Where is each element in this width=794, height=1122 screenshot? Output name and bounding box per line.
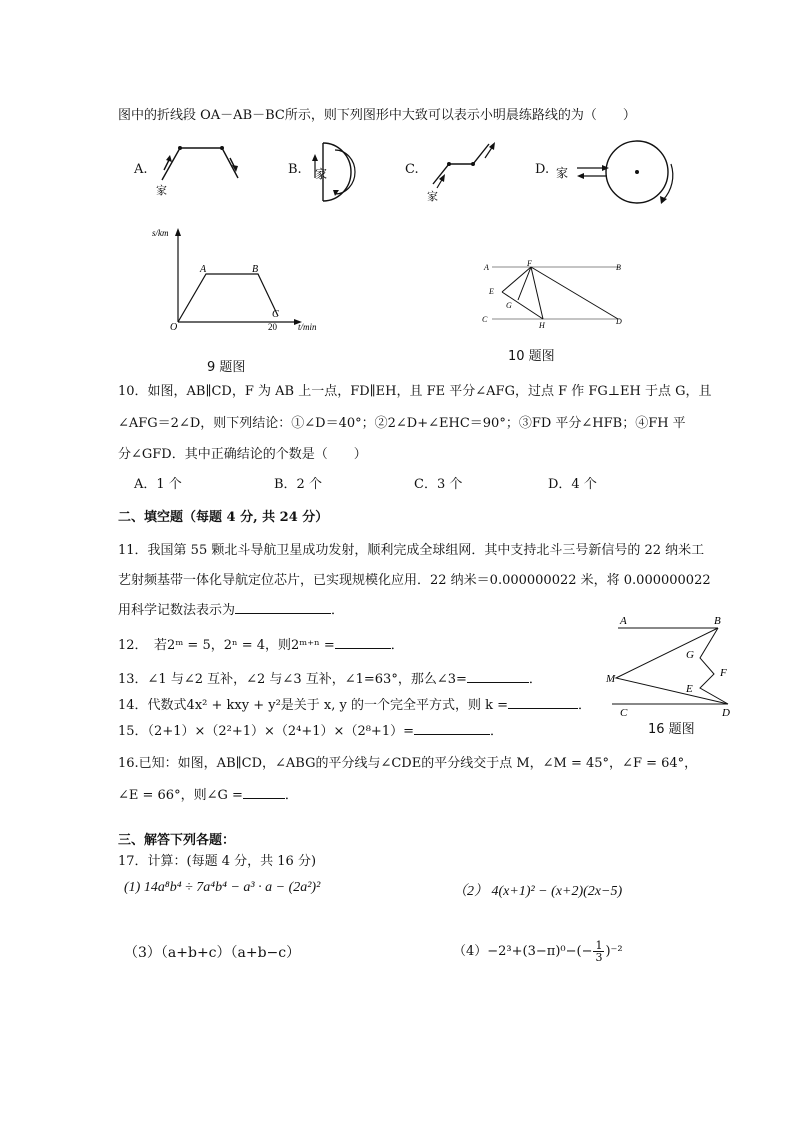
figure-10 [478, 258, 628, 330]
q10-choice-d: D．4 个 [548, 477, 597, 492]
q13: 13．∠1 与∠2 互补，∠2 与∠3 互补，∠1=63°，那么∠3= ． [118, 672, 542, 687]
q14-blank [508, 696, 578, 709]
graph9-caption: 9 题图 [207, 360, 246, 375]
fig16-label-d: D [722, 707, 730, 719]
graph9-y-axis-label: s/km [152, 228, 169, 238]
figure10-caption: 10 题图 [508, 349, 555, 364]
section3-heading: 三、解答下列各题： [118, 833, 236, 848]
fig16-label-c: C [620, 707, 628, 719]
q10-line2: ∠AFG＝2∠D，则下列结论：①∠D＝40°；②2∠D+∠EHC＝90°；③FD 平分∠HFB；④FH 平 [118, 416, 686, 431]
q10-choice-c: C．3 个 [414, 477, 463, 492]
q14: 14．代数式4x² + kxy + y²是关于 x, y 的一个完全平方式，则 k = ． [118, 698, 592, 713]
graph9-point-o: O [170, 322, 178, 333]
graph-9 [150, 222, 330, 337]
q15: 15．（2+1）×（2²+1）×（2⁴+1）×（2⁸+1）= ． [118, 724, 504, 739]
q15-blank [414, 722, 490, 735]
q12-blank [335, 636, 391, 649]
q16-line1: 16.已知：如图，AB∥CD，∠ABG的平分线与∠CDE的平分线交于点 M，∠M = 45°，∠F = 64°， [118, 756, 698, 771]
option-a-figure [150, 140, 245, 200]
graph9-point-a: A [200, 264, 207, 275]
graph9-point-b: B [252, 264, 259, 275]
home-label-b: 家 [315, 167, 328, 181]
q11-line2: 艺射频基带一体化导航定位芯片，已实现规模化应用．22 纳米＝0.000000022 米，将 0.000000022 [118, 573, 711, 588]
home-label-c: 家 [427, 191, 438, 203]
option-b-label: B. [288, 162, 302, 177]
q12: 12． 若2ᵐ = 5，2ⁿ = 4，则2ᵐ⁺ⁿ = ． [118, 638, 404, 653]
option-d-label: D. [535, 162, 550, 177]
fig10-label-h: H [539, 321, 545, 330]
graph9-point-c: C [272, 309, 279, 320]
fig16-label-f: F [720, 667, 727, 679]
fig10-label-g: G [506, 301, 512, 310]
home-label-d: 家 [556, 166, 569, 180]
q16-blank [243, 786, 285, 799]
section2-heading: 二、填空题（每题 4 分, 共 24 分） [118, 510, 329, 525]
fig10-label-d: D [616, 317, 622, 326]
fig16-label-e: E [686, 683, 693, 695]
q10-line3: 分∠GFD．其中正确结论的个数是（ ） [118, 447, 367, 462]
q11-line3: 用科学记数法表示为 ． [118, 603, 345, 618]
fig16-label-b: B [714, 615, 721, 627]
option-a-label: A. [134, 162, 148, 177]
q11-line1: 11．我国第 55 颗北斗导航卫星成功发射，顺利完成全球组网．其中支持北斗三号新信号的 22 纳米工 [118, 543, 705, 558]
fig10-label-b: B [616, 263, 621, 272]
home-label-a: 家 [156, 185, 167, 197]
q17-part1: (1) 14a⁸b⁴ ÷ 7a⁴b⁴ − a³ · a − (2a²)² [124, 880, 321, 895]
q17-part3: （3）（a+b+c）（a+b−c） [124, 945, 301, 961]
q11-blank [235, 601, 331, 614]
fig16-label-m: M [606, 673, 616, 685]
option-c-label: C. [405, 162, 419, 177]
q10-choice-b: B．2 个 [274, 477, 322, 492]
q17-part4: （4）−2³+(3−π)⁰−(− $\frac{1}{3}$ )⁻² [453, 939, 623, 964]
option-c-figure [425, 132, 505, 204]
figure-16 [604, 612, 744, 722]
fig10-label-c: C [482, 315, 488, 324]
q13-blank [467, 670, 529, 683]
figure16-caption: 16 题图 [648, 722, 695, 737]
graph9-x-axis-label: t/min [298, 322, 317, 332]
q10-line1: 10．如图，AB∥CD，F 为 AB 上一点，FD∥EH，且 FE 平分∠AFG，过点 F 作 FG⊥EH 于点 G，且 [118, 384, 712, 399]
fig10-label-f: F [527, 259, 532, 268]
fig16-label-g: G [686, 649, 694, 661]
fig10-label-e: E [489, 287, 494, 296]
option-b-figure [305, 138, 365, 206]
q16-line2: ∠E = 66°，则∠G = ． [118, 788, 298, 803]
q17-heading: 17．计算：(每题 4 分，共 16 分) [118, 854, 317, 869]
option-d-figure [553, 134, 688, 210]
q17-part2: （2） 4(x+1)² − (x+2)(2x−5) [453, 884, 623, 899]
fig10-label-a: A [484, 263, 489, 272]
q10-choice-a: A．1 个 [134, 477, 182, 492]
graph9-tick-20: 20 [268, 322, 277, 332]
q9-stem: 图中的折线段 OA－AB－BC所示，则下列图形中大致可以表示小明晨练路线的为（ ） [118, 108, 636, 123]
fig16-label-a: A [620, 615, 627, 627]
